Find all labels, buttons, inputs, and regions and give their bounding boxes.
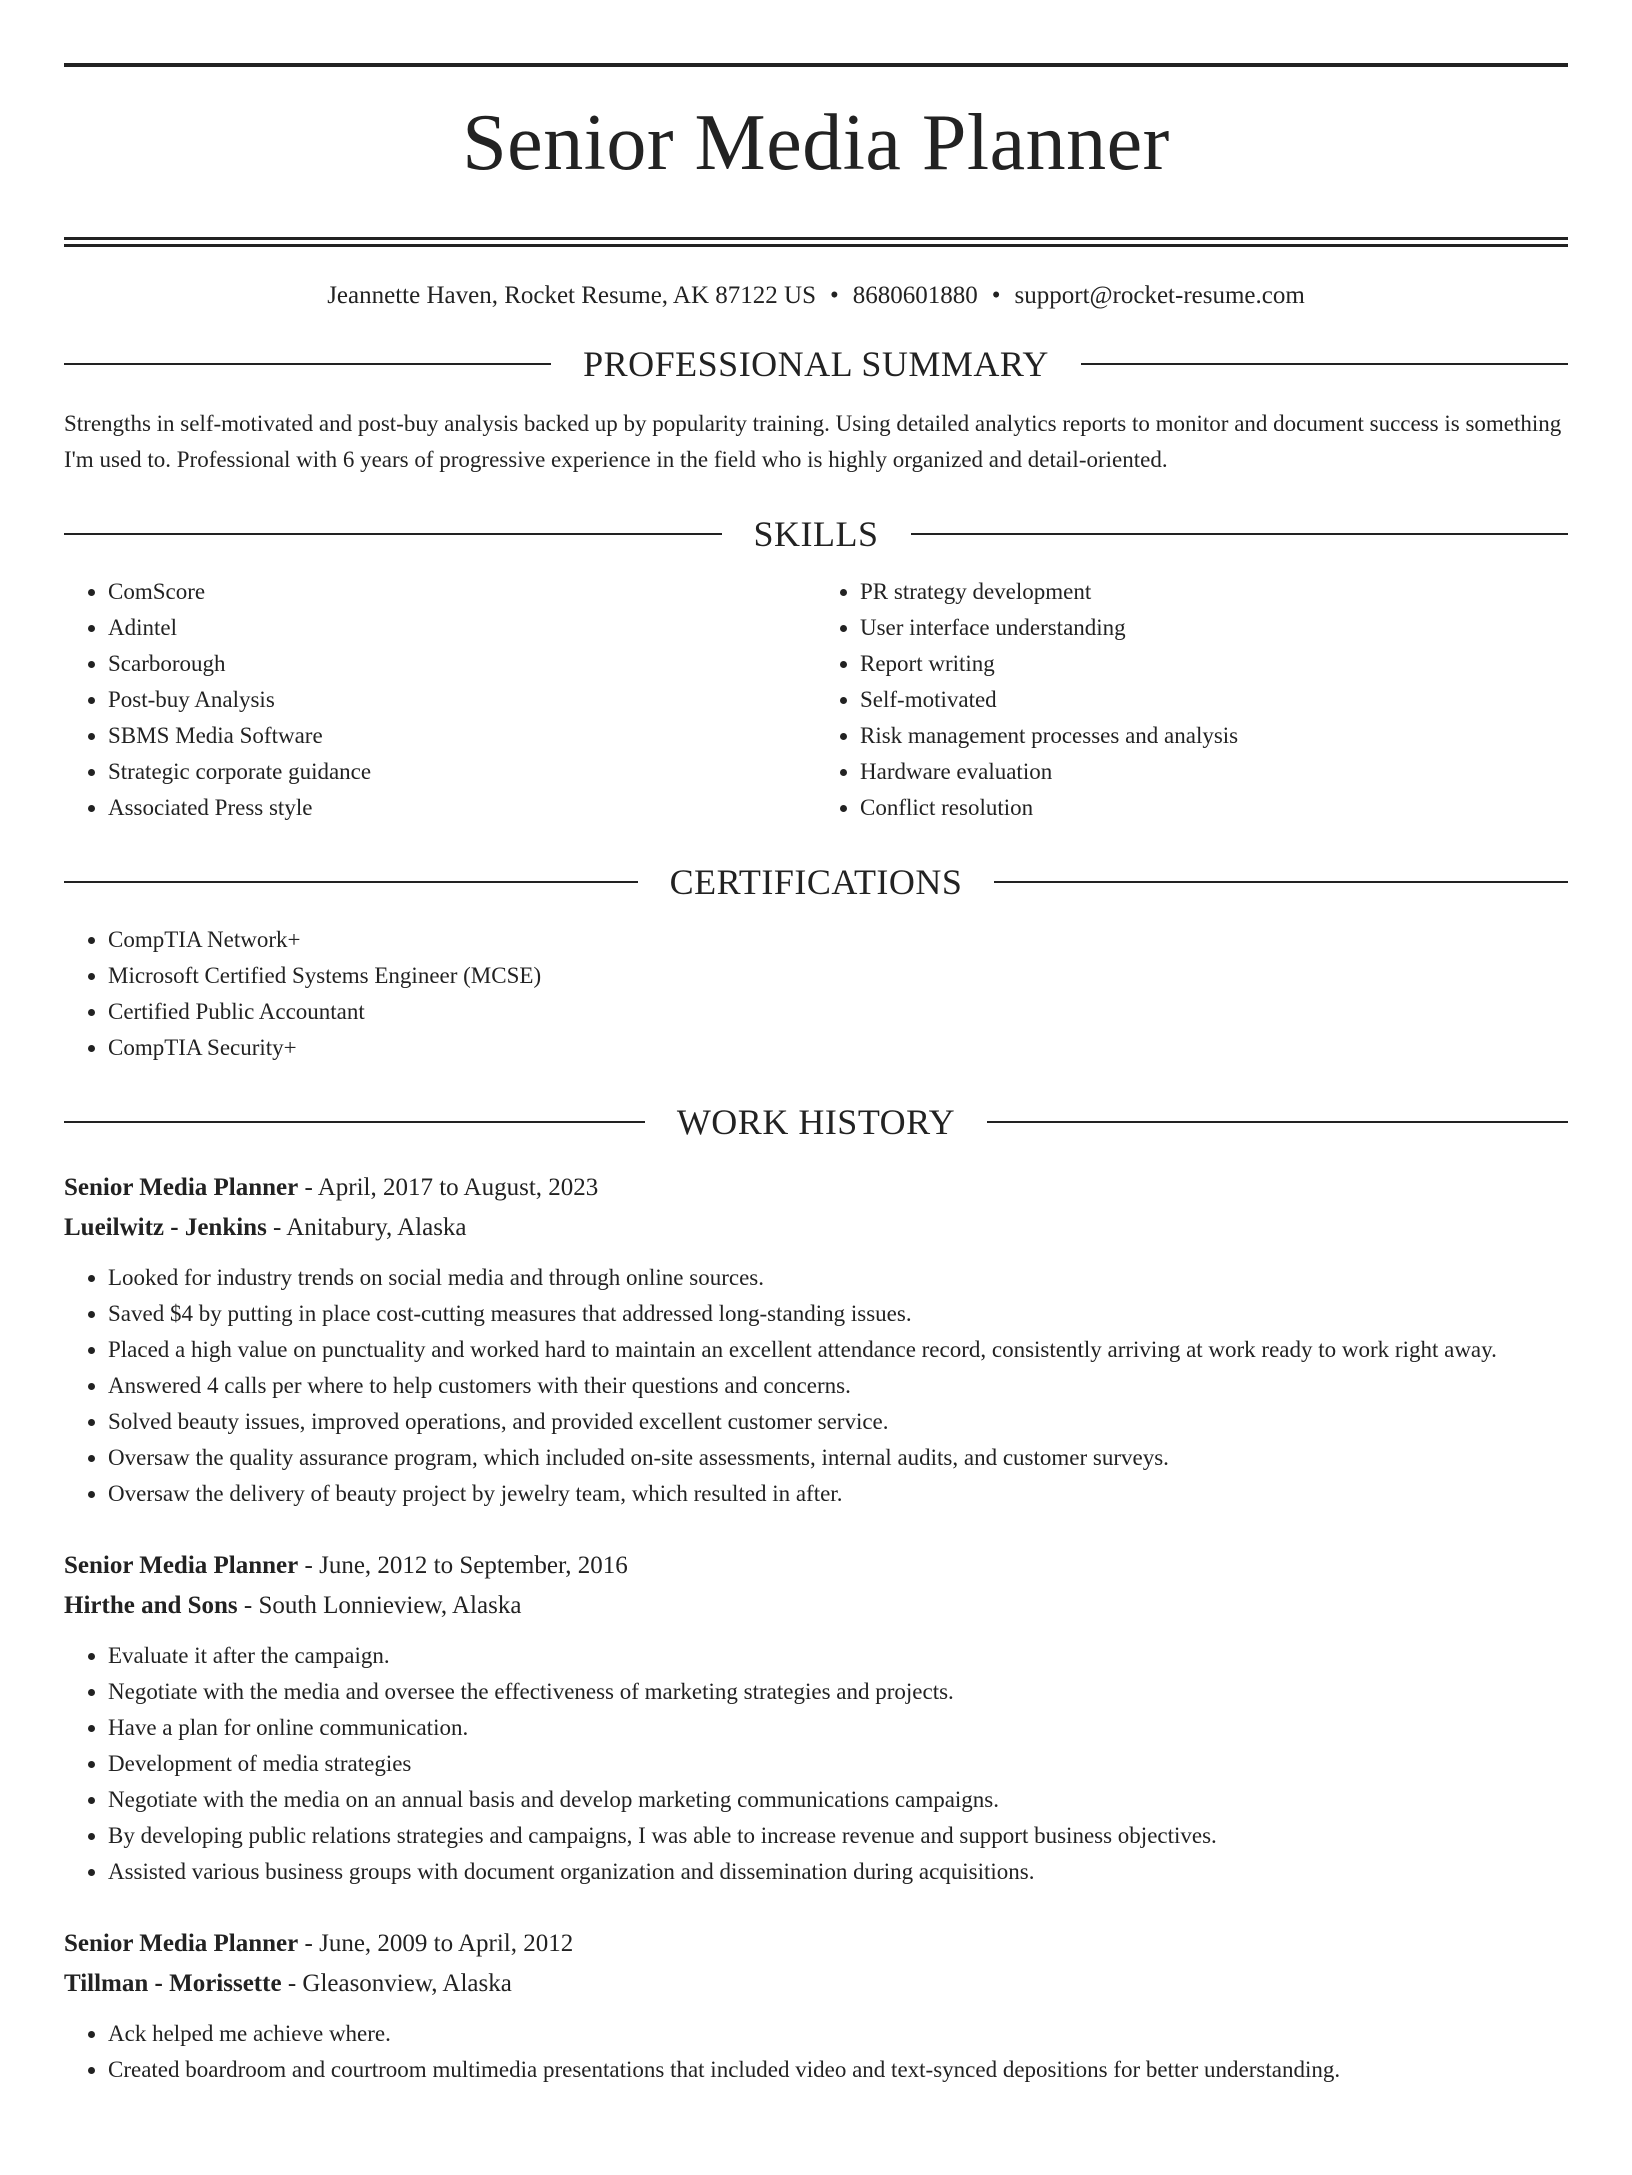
job-company: Lueilwitz - Jenkins — [64, 1213, 267, 1241]
job-location: - South Lonnieview, Alaska — [237, 1591, 522, 1619]
list-item: • Development of media strategies — [108, 1746, 1568, 1782]
list-item: • Oversaw the quality assurance program, which included on-site assessments, internal audits, and customer surveys. — [108, 1440, 1568, 1476]
work-history-heading — [64, 1102, 1568, 1142]
job-company: Hirthe and Sons — [64, 1591, 238, 1619]
list-item: • CompTIA Security+ — [108, 1030, 1568, 1066]
list-item: • Associated Press style — [108, 790, 816, 826]
job-title: Senior Media Planner — [64, 1551, 299, 1579]
work-history-heading-label: WORK HISTORY — [676, 1101, 956, 1142]
list-item: • By developing public relations strategies and campaigns, I was able to increase revenue and support business objectives. — [108, 1818, 1568, 1854]
heading-rule — [911, 533, 1569, 535]
list-item: • Saved $4 by putting in place cost-cutting measures that addressed long-standing issues. — [108, 1296, 1568, 1332]
list-item: • Oversaw the delivery of beauty project by jewelry team, which resulted in after. — [108, 1476, 1568, 1512]
job-bullets — [64, 1638, 1568, 1890]
summary-heading — [64, 344, 1568, 384]
summary-heading-label: PROFESSIONAL SUMMARY — [583, 343, 1049, 384]
top-rule — [64, 63, 1568, 67]
contact-line — [64, 283, 1568, 308]
contact-address: Jeannette Haven, Rocket Resume, AK 87122 US — [327, 281, 816, 309]
list-item: • Conflict resolution — [860, 790, 1568, 826]
job-company-line — [64, 1586, 1568, 1626]
job-bullets — [64, 1260, 1568, 1512]
skills-heading-label: SKILLS — [753, 513, 879, 554]
list-item: • Answered 4 calls per where to help customers with their questions and concerns. — [108, 1368, 1568, 1404]
job-location: - Gleasonview, Alaska — [281, 1969, 512, 1997]
heading-rule — [64, 1121, 645, 1123]
job-dates: - June, 2009 to April, 2012 — [298, 1929, 574, 1957]
list-item: • Scarborough — [108, 646, 816, 682]
list-item: • ComScore — [108, 574, 816, 610]
job-bullets — [64, 2016, 1568, 2088]
job-dates: - April, 2017 to August, 2023 — [298, 1173, 599, 1201]
job-entry — [64, 1168, 1568, 1512]
list-item: • Post-buy Analysis — [108, 682, 816, 718]
contact-email: support@rocket-resume.com — [1014, 281, 1305, 309]
work-history-list — [64, 1168, 1568, 2088]
list-item: • PR strategy development — [860, 574, 1568, 610]
job-company-line — [64, 1208, 1568, 1248]
list-item: • Looked for industry trends on social media and through online sources. — [108, 1260, 1568, 1296]
job-title-line — [64, 1924, 1568, 1964]
title-double-rule — [64, 237, 1568, 247]
job-title: Senior Media Planner — [64, 1173, 299, 1201]
certifications-heading-label: CERTIFICATIONS — [669, 861, 963, 902]
list-item: • Have a plan for online communication. — [108, 1710, 1568, 1746]
skills-columns — [64, 574, 1568, 826]
job-title-line — [64, 1546, 1568, 1586]
job-company: Tillman - Morissette — [64, 1969, 282, 1997]
job-dates: - June, 2012 to September, 2016 — [298, 1551, 628, 1579]
list-item: • Adintel — [108, 610, 816, 646]
resume-page — [0, 63, 1632, 2175]
certifications-list — [64, 922, 1568, 1066]
job-title: Senior Media Planner — [64, 1929, 299, 1957]
list-item: • Report writing — [860, 646, 1568, 682]
contact-phone: 8680601880 — [852, 281, 978, 309]
job-company-line — [64, 1964, 1568, 2004]
heading-rule — [64, 533, 722, 535]
list-item: • User interface understanding — [860, 610, 1568, 646]
contact-separator: • — [829, 281, 839, 309]
list-item: • Assisted various business groups with document organization and dissemination during acquisitions. — [108, 1854, 1568, 1890]
heading-rule — [64, 363, 551, 365]
heading-rule — [64, 881, 638, 883]
list-item: • Negotiate with the media and oversee the effectiveness of marketing strategies and projects. — [108, 1674, 1568, 1710]
heading-rule — [1081, 363, 1568, 365]
list-item: • Hardware evaluation — [860, 754, 1568, 790]
heading-rule — [994, 881, 1568, 883]
list-item: • Risk management processes and analysis — [860, 718, 1568, 754]
list-item: • Solved beauty issues, improved operations, and provided excellent customer service. — [108, 1404, 1568, 1440]
job-title-line — [64, 1168, 1568, 1208]
list-item: • Strategic corporate guidance — [108, 754, 816, 790]
list-item: • Created boardroom and courtroom multimedia presentations that included video and text-synced depositions for better understanding. — [108, 2052, 1568, 2088]
heading-rule — [987, 1121, 1568, 1123]
page-title: Senior Media Planner — [462, 99, 1170, 187]
list-item: • Evaluate it after the campaign. — [108, 1638, 1568, 1674]
job-location: - Anitabury, Alaska — [266, 1213, 467, 1241]
contact-separator: • — [991, 281, 1001, 309]
list-item: • Microsoft Certified Systems Engineer (MCSE) — [108, 958, 1568, 994]
skills-heading — [64, 514, 1568, 554]
list-item: • Certified Public Accountant — [108, 994, 1568, 1030]
job-entry — [64, 1924, 1568, 2088]
skills-list-right — [816, 574, 1568, 826]
list-item: • Placed a high value on punctuality and worked hard to maintain an excellent attendance record, consistently arriving at work ready to work right away. — [108, 1332, 1568, 1368]
list-item: • SBMS Media Software — [108, 718, 816, 754]
list-item: • Self-motivated — [860, 682, 1568, 718]
job-entry — [64, 1546, 1568, 1890]
skills-list-left — [64, 574, 816, 826]
list-item: • Negotiate with the media on an annual basis and develop marketing communications campaigns. — [108, 1782, 1568, 1818]
summary-text: Strengths in self-motivated and post-buy analysis backed up by popularity training. Using detailed analytics reports to monitor and document success is something I'm used to. Professional with 6 years of progressive experience in the field who is highly organized and detail-oriented. — [64, 410, 1562, 472]
certifications-heading — [64, 862, 1568, 902]
list-item: • CompTIA Network+ — [108, 922, 1568, 958]
list-item: • Ack helped me achieve where. — [108, 2016, 1568, 2052]
